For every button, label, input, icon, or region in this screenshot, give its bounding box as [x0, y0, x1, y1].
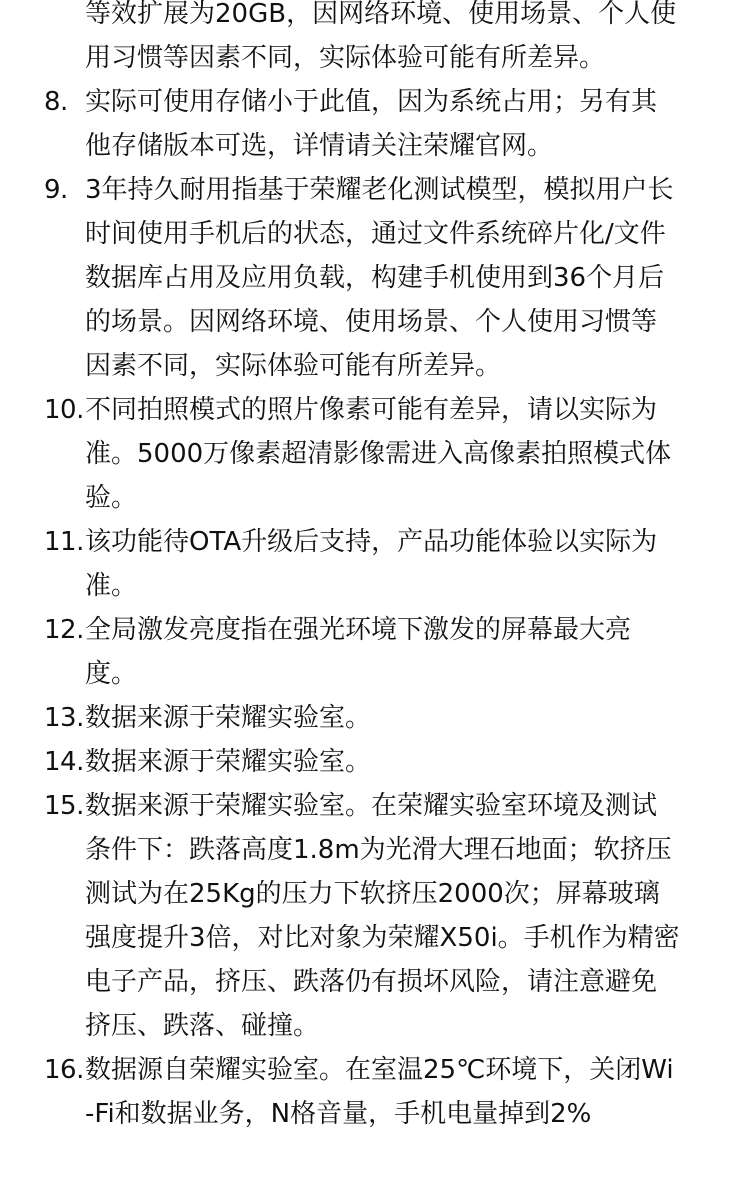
- footnote-number: 14.: [44, 747, 84, 777]
- footnote-text: 不同拍照模式的照片像素可能有差异，请以实际为准。5000万像素超清影像需进入高像素拍照模式体验。: [85, 395, 672, 513]
- footnote-text: 实际可使用存储小于此值，因为系统占用；另有其他存储版本可选，详情请关注荣耀官网。: [85, 87, 658, 161]
- footnote-number: 13.: [44, 703, 84, 733]
- footnote-text: 数据来源于荣耀实验室。: [85, 703, 372, 733]
- footnote-text: 数据来源于荣耀实验室。: [85, 747, 372, 777]
- footnote-item: [0, 388, 750, 520]
- footnote-item: [0, 608, 750, 696]
- footnote-text: 3年持久耐用指基于荣耀老化测试模型，模拟用户长时间使用手机后的状态，通过文件系统碎片化/文件数据库占用及应用负载，构建手机使用到36个月后的场景。因网络环境、使用场景、个人使用习惯等因素不同，实际体验可能有所差异。: [85, 175, 674, 381]
- footnote-number: 10.: [44, 395, 84, 425]
- footnote-number: 8.: [44, 87, 68, 117]
- footnote-text: 数据来源于荣耀实验室。在荣耀实验室环境及测试条件下：跌落高度1.8m为光滑大理石地面；软挤压测试为在25Kg的压力下软挤压2000次；屏幕玻璃强度提升3倍，对比对象为荣耀X50i。手机作为精密电子产品，挤压、跌落仍有损坏风险，请注意避免挤压、跌落、碰撞。: [85, 791, 680, 1041]
- footnote-text: 数据源自荣耀实验室。在室温25℃环境下，关闭Wi-Fi和数据业务，N格音量，手机电量掉到2%: [85, 1055, 674, 1129]
- footnote-item: [0, 696, 750, 740]
- footnote-item: [0, 740, 750, 784]
- footnote-number: 15.: [44, 791, 84, 821]
- footnote-item: [0, 80, 750, 168]
- footnote-text: 等效扩展为20GB，因网络环境、使用场景、个人使用习惯等因素不同，实际体验可能有所差异。: [85, 0, 677, 73]
- footnote-text: 全局激发亮度指在强光环境下激发的屏幕最大亮度。: [85, 615, 632, 689]
- footnote-number: 11.: [44, 527, 84, 557]
- footnote-text: 该功能待OTA升级后支持，产品功能体验以实际为准。: [85, 527, 658, 601]
- footnote-item: [0, 784, 750, 1048]
- footnote-number: 12.: [44, 615, 84, 645]
- footnote-item: [0, 1048, 750, 1136]
- footnote-number: 16.: [44, 1055, 84, 1085]
- footnote-item: [0, 520, 750, 608]
- footnote-item: [0, 168, 750, 388]
- footnote-item: [0, 0, 750, 80]
- footnote-number: 9.: [44, 175, 68, 205]
